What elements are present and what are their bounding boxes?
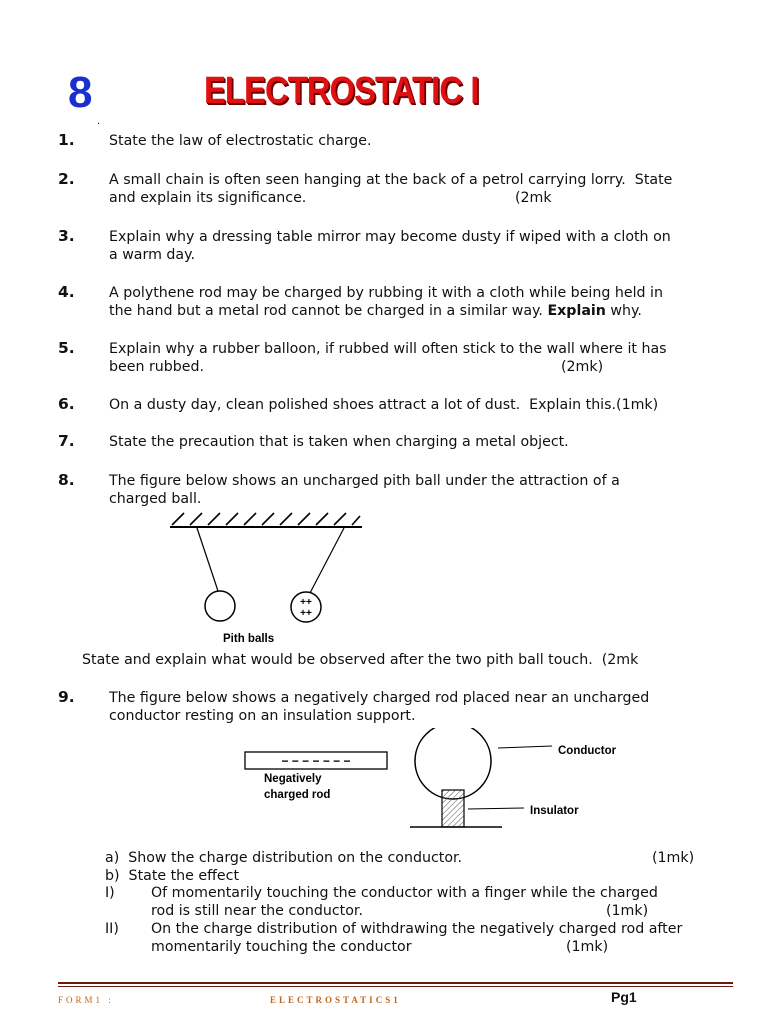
question-text: The figure below shows an uncharged pith ball under the attraction of a [109,473,620,489]
rod-label-line-2: charged rod [264,789,331,801]
question-text-tail: why. [605,303,642,319]
footer-rule [58,982,733,984]
charge-row-2: ++ [300,608,312,619]
question-number: 4. [58,283,75,301]
footer-rule-thin [58,986,733,987]
q9-part-b: b) State the effect [105,868,240,884]
question-text: conductor resting on an insulation support. [109,708,416,724]
question-text: been rubbed. [109,359,205,375]
question-text: Explain why a dressing table mirror may become dusty if wiped with a cloth on [109,229,671,245]
rod-charges: − − − − − − − [281,754,351,768]
page-number: Pg1 [611,989,637,1005]
conductor-label: Conductor [558,745,617,757]
question-text: State the precaution that is taken when charging a metal object. [109,434,569,450]
question-number: 1. [58,131,75,149]
question-text: State the law of electrostatic charge. [109,133,372,149]
q9-part-ii-label: II) [105,921,119,937]
q9-part-i-line-1: Of momentarily touching the conductor with a finger while the charged [151,885,658,901]
conductor-figure [240,728,660,838]
question-text: The figure below shows a negatively charged rod placed near an uncharged [109,690,650,706]
conductor-sphere [415,728,491,799]
question-text: and explain its significance. [109,190,307,206]
pith-balls-label: Pith balls [223,633,275,645]
footer-topic: ELECTROSTATICS1 [270,995,401,1005]
q9-part-a-marks: (1mk) [652,850,695,866]
q9-part-ii-marks: (1mk) [566,939,609,955]
question-text: charged ball. [109,491,202,507]
question-text: A small chain is often seen hanging at the back of a petrol carrying lorry. State [109,172,673,188]
question-text: State and explain what would be observed after the two pith ball touch. (2mk [82,652,639,668]
question-number: 3. [58,227,75,245]
chapter-title: ELECTROSTATIC I [204,70,479,112]
marks-label: (2mk) [561,359,604,375]
question-text: Explain why a rubber balloon, if rubbed will often stick to the wall where it has [109,341,667,357]
question-number: 2. [58,170,75,188]
marks-label: (2mk [515,190,552,206]
pith-ball-figure [160,505,380,650]
uncharged-pith-ball [205,591,235,621]
q9-part-ii-line-1: On the charge distribution of withdrawing the negatively charged rod after [151,921,683,937]
question-number: 7. [58,432,75,450]
q9-part-i-marks: (1mk) [606,903,649,919]
question-text: On a dusty day, clean polished shoes attract a lot of dust. Explain this.(1mk) [109,397,659,413]
question-number: 5. [58,339,75,357]
stray-dot: . [97,116,101,127]
q9-part-i-line-2: rod is still near the conductor. [151,903,363,919]
question-text: A polythene rod may be charged by rubbing it with a cloth while being held in [109,285,663,301]
question-text: a warm day. [109,247,195,263]
question-text: the hand but a metal rod cannot be charged in a similar way. [109,303,543,319]
question-number: 8. [58,471,75,489]
insulator-support [442,790,464,827]
rod-label-line-1: Negatively [264,773,322,785]
emphasis-word: Explain [547,303,606,319]
q9-part-a: a) Show the charge distribution on the conductor. [105,850,463,866]
chapter-number: 8 [68,68,93,117]
charge-row-1: ++ [300,597,312,608]
q9-part-i-label: I) [105,885,115,901]
q9-part-ii-line-2: momentarily touching the conductor [151,939,412,955]
insulator-label: Insulator [530,805,579,817]
question-number: 6. [58,395,75,413]
footer-form: FORM1 : [58,995,114,1005]
question-number: 9. [58,688,75,706]
